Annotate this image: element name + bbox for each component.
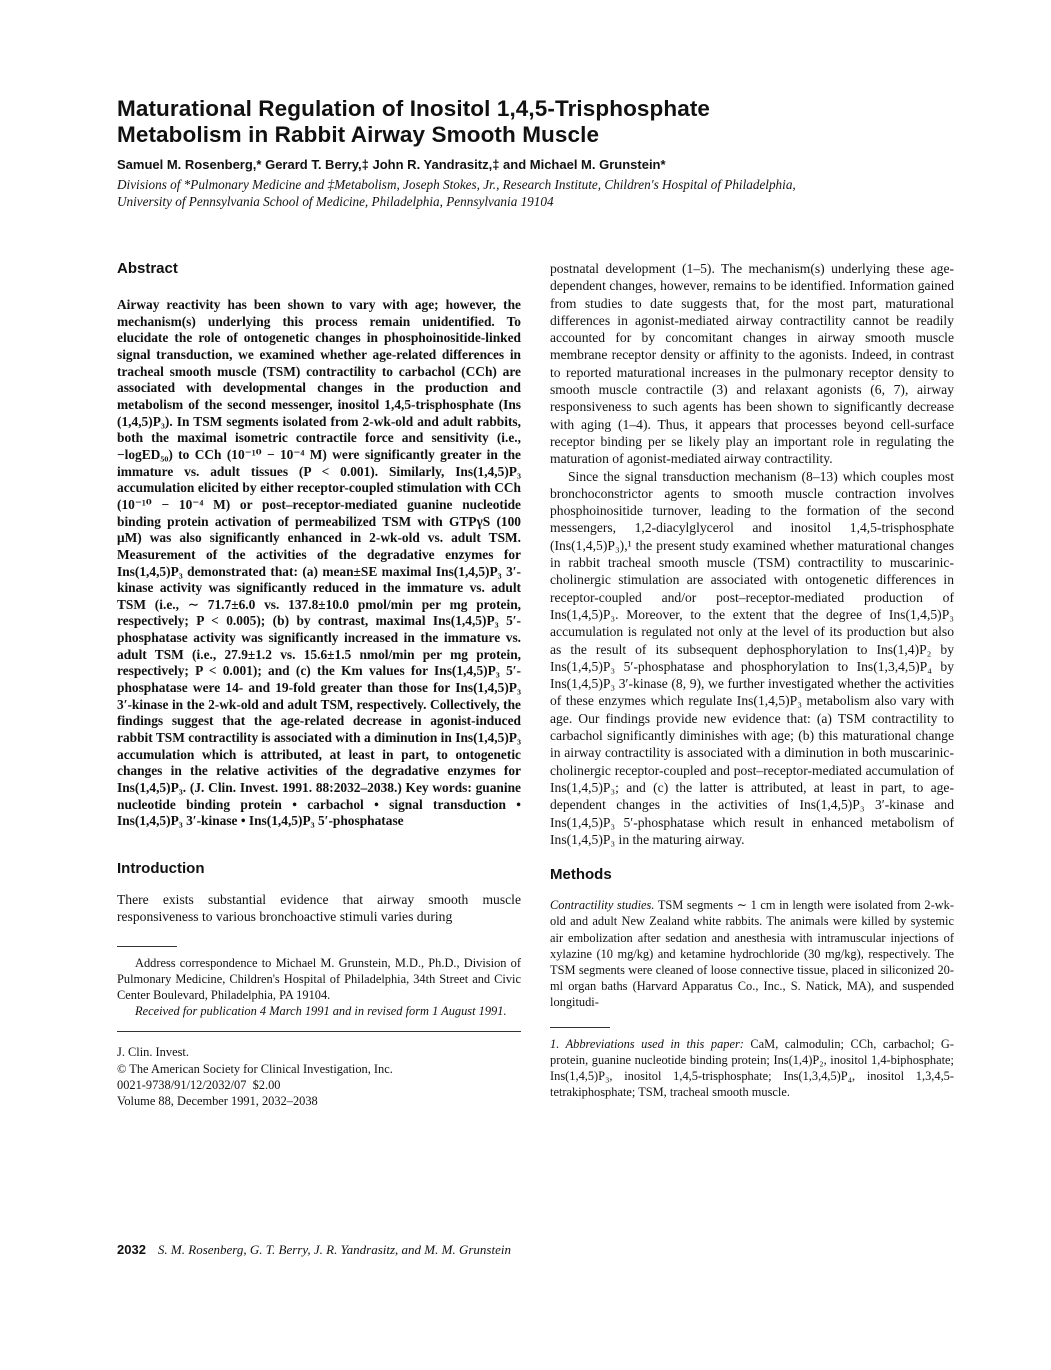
footnote-divider xyxy=(117,946,177,947)
affiliation xyxy=(117,176,957,210)
copyright-line: © The American Society for Clinical Investigation, Inc. xyxy=(117,1061,393,1076)
abbreviation-footnote-divider xyxy=(550,1027,610,1028)
left-column xyxy=(117,260,521,1109)
correspondence-address: Address correspondence to Michael M. Grunstein, M.D., Ph.D., Division of Pulmonary Medicine, Children's Hospital of Philadelphia, 34th Street and Civic Center Boulevard, Philadelphia, PA 19104. xyxy=(117,955,521,1002)
footnote-text: CaM, calmodulin; CCh, carbachol; G-protein, guanine nucleotide binding protein; Ins(1,4)P₂, inositol 1,4-biphosphate; Ins(1,4,5)P₃, inositol 1,4,5-trisphosphate; Ins(1,3,4,5)P₄, inositol 1,3,4,5-tetrakiphosphate; TSM, tracheal smooth muscle. xyxy=(550,1036,954,1100)
publication-divider xyxy=(117,1031,521,1032)
abbreviations-footnote xyxy=(550,1036,954,1101)
footnote-label: 1. Abbreviations used in this paper: xyxy=(550,1036,744,1051)
paper-title xyxy=(117,96,937,148)
journal-abbrev: J. Clin. Invest. xyxy=(117,1045,189,1060)
methods-subheading: Contractility studies. xyxy=(550,898,655,913)
correspondence-block xyxy=(117,955,521,1020)
abstract-text: Airway reactivity has been shown to vary with age; however, the mechanism(s) underlying this process remain unidentified. To elucidate the role of ontogenetic changes in phosphoinositide-linked signal transduction, we examined whether age-related differences in tracheal smooth muscle (TSM) contractility to carbachol (CCh) are associated with developmental changes in the production and metabolism of the second messenger, inositol 1,4,5-trisphosphate (Ins (1,4,5)P₃). In TSM segments isolated from 2-wk-old and adult rabbits, both the maximal isometric contractile force and sensitivity (i.e., −logED₅₀) to CCh (10⁻¹⁰ − 10⁻⁴ M) were significantly greater in the immature vs. adult tissues (P < 0.001). Similarly, Ins(1,4,5)P₃ accumulation elicited by either receptor-coupled stimulation with CCh (10⁻¹⁰ − 10⁻⁴ M) or post–receptor-mediated guanine nucleotide binding protein activation of permeabilized TSM with GTPγS (100 μM) was also significantly enhanced in 2-wk-old vs. adult TSM. Measurement of the activities of the degradative enzymes for Ins(1,4,5)P₃ demonstrated that: (a) mean±SE maximal Ins(1,4,5)P₃ 3′-kinase activity was significantly reduced in the immature vs. adult TSM (i.e., ∼ 71.7±6.0 vs. 137.8±10.0 pmol/min per mg protein, respectively; P < 0.005); (b) by contrast, maximal Ins(1,4,5)P₃ 5′-phosphatase activity was significantly increased in the immature vs. adult TSM (i.e., 27.9±1.2 vs. 15.6±1.5 nmol/min per mg protein, respectively; P < 0.001); and (c) the Km values for Ins(1,4,5)P₃ 5′-phosphatase were 14- and 19-fold greater than those for Ins(1,4,5)P₃ 3′-kinase in the 2-wk-old and adult TSM, respectively. Collectively, the findings suggest that the age-related decrease in agonist-induced rabbit TSM contractility is associated with a diminution in Ins(1,4,5)P₃ accumulation which is attributed, at least in part, to ontogenetic changes in the relative activities of the degradative enzymes for Ins(1,4,5)P₃. (J. Clin. Invest. 1991. 88:2032–2038.) Key words: guanine nucleotide binding protein • carbachol • signal transduction • Ins(1,4,5)P₃ 3′-kinase • Ins(1,4,5)P₃ 5′-phosphatase xyxy=(117,297,521,829)
introduction-paragraph-2: Since the signal transduction mechanism (8–13) which couples most bronchoconstrictor agents to smooth muscle contraction involves phosphoinositide turnover, leading to the formation of the second messengers, 1,2-diacylglycerol and inositol 1,4,5-trisphosphate (Ins(1,4,5)P₃),¹ the present study examined whether maturational changes in rabbit tracheal smooth muscle (TSM) contractility to muscarinic-cholinergic stimulation are associated with ontogenetic differences in receptor-coupled and/or post–receptor-mediated production of Ins(1,4,5)P₃. Moreover, to the extent that the degree of Ins(1,4,5)P₃ accumulation is regulated not only at the level of its production but also as the result of its subsequent dephosphorylation to Ins(1,4)P₂ by Ins(1,4,5)P₃ 5′-phosphatase and phosphorylation to Ins(1,3,4,5)P₄ by Ins(1,4,5)P₃ 3′-kinase (8, 9), we further investigated whether the activities of these enzymes which regulate Ins(1,4,5)P₃ metabolism also vary with age. Our findings provide new evidence that: (a) TSM contractility to carbachol significantly diminishes with age; (b) this maturational change in airway contractility is associated with a diminution in both muscarinic-cholinergic receptor-coupled and post–receptor-mediated accumulation of Ins(1,4,5)P₃; and (c) the latter is attributed, at least in part, to age-dependent changes in the activities of Ins(1,4,5)P₃ 3′-kinase and Ins(1,4,5)P₃ 5′-phosphatase which result in enhanced metabolism of Ins(1,4,5)P₃ in the maturing airway. xyxy=(550,468,954,847)
running-authors: S. M. Rosenberg, G. T. Berry, J. R. Yandrasitz, and M. M. Grunstein xyxy=(157,1242,511,1257)
methods-body: TSM segments ∼ 1 cm in length were isolated from 2-wk-old and adult New Zealand white rabbits. The animals were killed by systemic air embolization after sedation and anesthesia with intramuscular injections of xylazine (10 mg/kg) and ketamine hydrochloride (30 mg/kg), respectively. The TSM segments were cleaned of loose connective tissue, placed in siliconized 20-ml organ baths (Harvard Apparatus Co., Inc., S. Natick, MA), and suspended longitudi- xyxy=(550,898,954,1010)
methods-heading: Methods xyxy=(550,866,612,884)
introduction-heading: Introduction xyxy=(117,860,205,877)
title-line-1: Maturational Regulation of Inositol 1,4,5-Trisphosphate xyxy=(117,96,711,121)
right-column xyxy=(550,260,954,1100)
page-number: 2032 xyxy=(117,1242,146,1257)
affiliation-line-2: University of Pennsylvania School of Medicine, Philadelphia, Pennsylvania 19104 xyxy=(117,194,554,209)
volume-line: Volume 88, December 1991, 2032–2038 xyxy=(117,1094,318,1109)
page-footer xyxy=(117,1242,511,1258)
article-code: 0021-9738/91/12/2032/07 $2.00 xyxy=(117,1077,281,1092)
author-list: Samuel M. Rosenberg,* Gerard T. Berry,‡ John R. Yandrasitz,‡ and Michael M. Grunstein* xyxy=(117,157,666,172)
introduction-paragraph-1-continued: postnatal development (1–5). The mechanism(s) underlying these age-dependent changes, however, remains to be identified. Information gained from studies to date suggests that, for the most part, maturational differences in agonist-mediated airway contractility cannot be readily accounted for by concomitant changes in airway smooth muscle membrane receptor density or affinity to the agonists. Indeed, in contrast to reported maturational increases in the pulmonary receptor density to smooth muscle contractile (3) and relaxant agonists (6, 7), airway responsiveness to such agents has been shown to significantly decrease with aging (1–4). Thus, it appears that processes beyond cell-surface receptor binding per se likely play an important role in regulating the maturation of agonist-mediated airway contractility. xyxy=(550,261,954,467)
methods-text xyxy=(550,897,954,1010)
publication-info xyxy=(117,1044,521,1109)
abstract-heading: Abstract xyxy=(117,260,178,277)
introduction-paragraph-1-start: There exists substantial evidence that airway smooth muscle responsiveness to various bronchoactive stimuli varies during xyxy=(117,892,521,925)
affiliation-line-1: Divisions of *Pulmonary Medicine and ‡Metabolism, Joseph Stokes, Jr., Research Institute, Children's Hospital of Philadelphia, xyxy=(117,177,796,192)
title-line-2: Metabolism in Rabbit Airway Smooth Muscle xyxy=(117,122,600,147)
received-date: Received for publication 4 March 1991 and in revised form 1 August 1991. xyxy=(135,1004,507,1019)
